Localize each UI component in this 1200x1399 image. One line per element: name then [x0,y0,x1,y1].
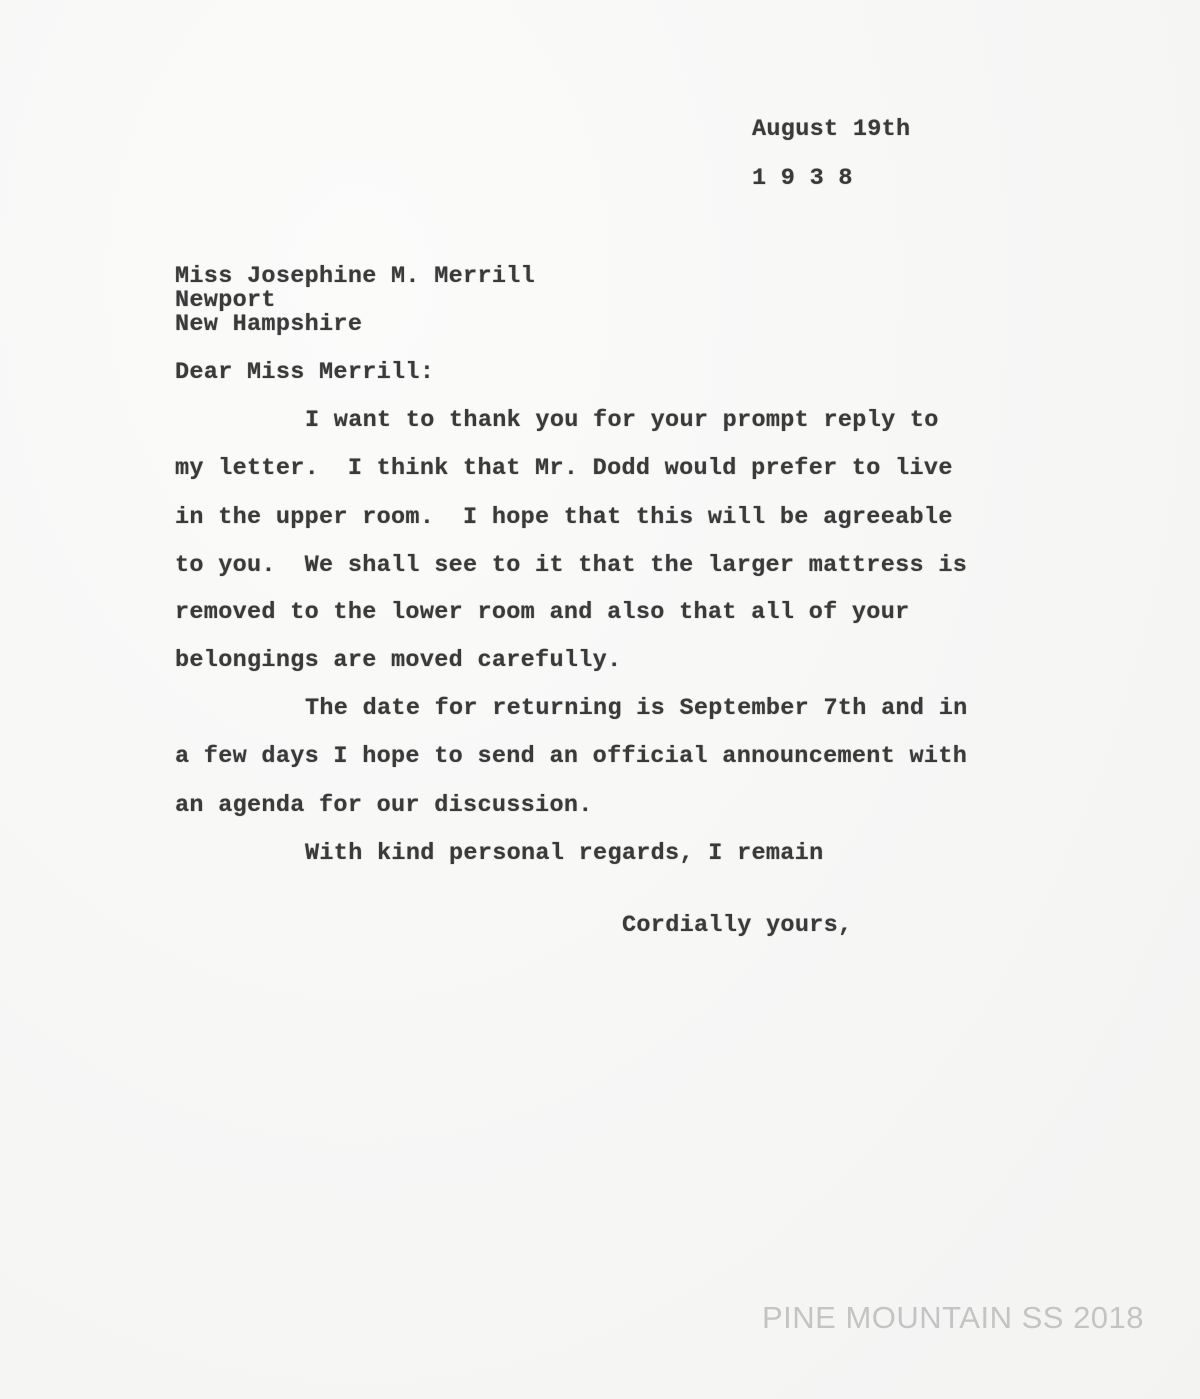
watermark: PINE MOUNTAIN SS 2018 [762,1300,1145,1335]
date-line: August 19th [752,116,911,143]
year-line: 1 9 3 8 [752,165,853,192]
body-line: removed to the lower room and also that all of your [175,599,910,626]
recipient-name: Miss Josephine M. Merrill [175,263,536,290]
body-line: in the upper room. I hope that this will be agreeable [175,504,953,531]
body-line: belongings are moved carefully. [175,647,622,674]
body-line: to you. We shall see to it that the larger mattress is [175,552,968,579]
body-line: a few days I hope to send an official announcement with [175,743,968,770]
body-line: my letter. I think that Mr. Dodd would prefer to live [175,455,953,482]
body-line: I want to thank you for your prompt reply to [305,407,939,434]
recipient-city: Newport [175,287,276,314]
salutation: Dear Miss Merrill: [175,359,435,386]
recipient-state: New Hampshire [175,311,363,338]
closing: Cordially yours, [622,912,853,939]
body-line: The date for returning is September 7th and in [305,695,968,722]
body-line: an agenda for our discussion. [175,792,593,819]
body-line: With kind personal regards, I remain [305,840,824,867]
